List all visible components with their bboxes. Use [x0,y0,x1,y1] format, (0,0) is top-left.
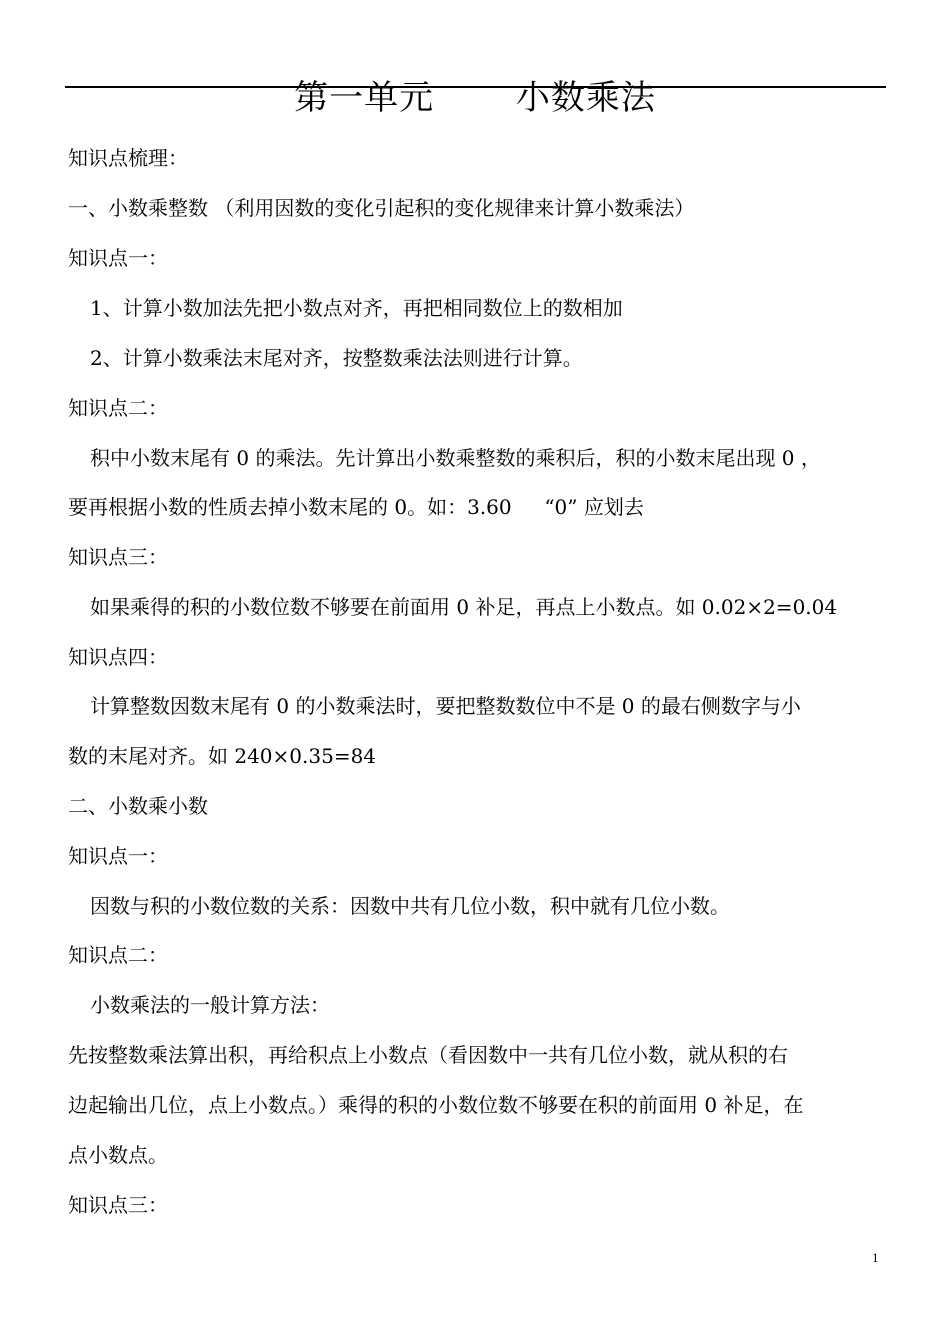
paragraph-line: 1、计算小数加法先把小数点对齐，再把相同数位上的数相加 [90,296,623,320]
paragraph-line: 因数与积的小数位数的关系：因数中共有几位小数，积中就有几位小数。 [90,894,730,918]
knowledge-point-heading: 知识点三： [68,1193,168,1217]
paragraph-line: 边起输出几位，点上小数点。）乘得的积的小数位数不够要在积的前面用 0 补足，在 [68,1093,804,1117]
knowledge-point-heading: 知识点二： [68,396,168,420]
section-heading: 知识点梳理： [68,146,188,170]
section-heading: 二、小数乘小数 [68,794,208,818]
paragraph-line: 2、计算小数乘法末尾对齐，按整数乘法法则进行计算。 [90,346,583,370]
knowledge-point-heading: 知识点一： [68,844,168,868]
paragraph-line: 如果乘得的积的小数位数不够要在前面用 0 补足，再点上小数点。如 0.02×2=0.04 [90,595,838,619]
paragraph-line: 计算整数因数末尾有 0 的小数乘法时，要把整数数位中不是 0 的最右侧数字与小 [90,694,801,718]
paragraph-line: 小数乘法的一般计算方法： [90,993,330,1017]
page-title: 第一单元 小数乘法 [294,78,656,118]
page-number: 1 [872,1250,879,1265]
paragraph-line: 点小数点。 [68,1143,168,1167]
paragraph-line: 要再根据小数的性质去掉小数末尾的 0。如：3.60 “0” 应划去 [68,495,644,519]
knowledge-point-heading: 知识点二： [68,943,168,967]
paragraph-line: 先按整数乘法算出积，再给积点上小数点（看因数中一共有几位小数，就从积的右 [68,1043,788,1067]
knowledge-point-heading: 知识点四： [68,645,168,669]
paragraph-line: 数的末尾对齐。如 240×0.35=84 [68,744,377,768]
knowledge-point-heading: 知识点三： [68,545,168,569]
paragraph-line: 积中小数末尾有 0 的乘法。先计算出小数乘整数的乘积后，积的小数末尾出现 0 ， [90,446,821,470]
knowledge-point-heading: 知识点一： [68,246,168,270]
section-heading: 一、小数乘整数 （利用因数的变化引起积的变化规律来计算小数乘法） [68,196,695,220]
